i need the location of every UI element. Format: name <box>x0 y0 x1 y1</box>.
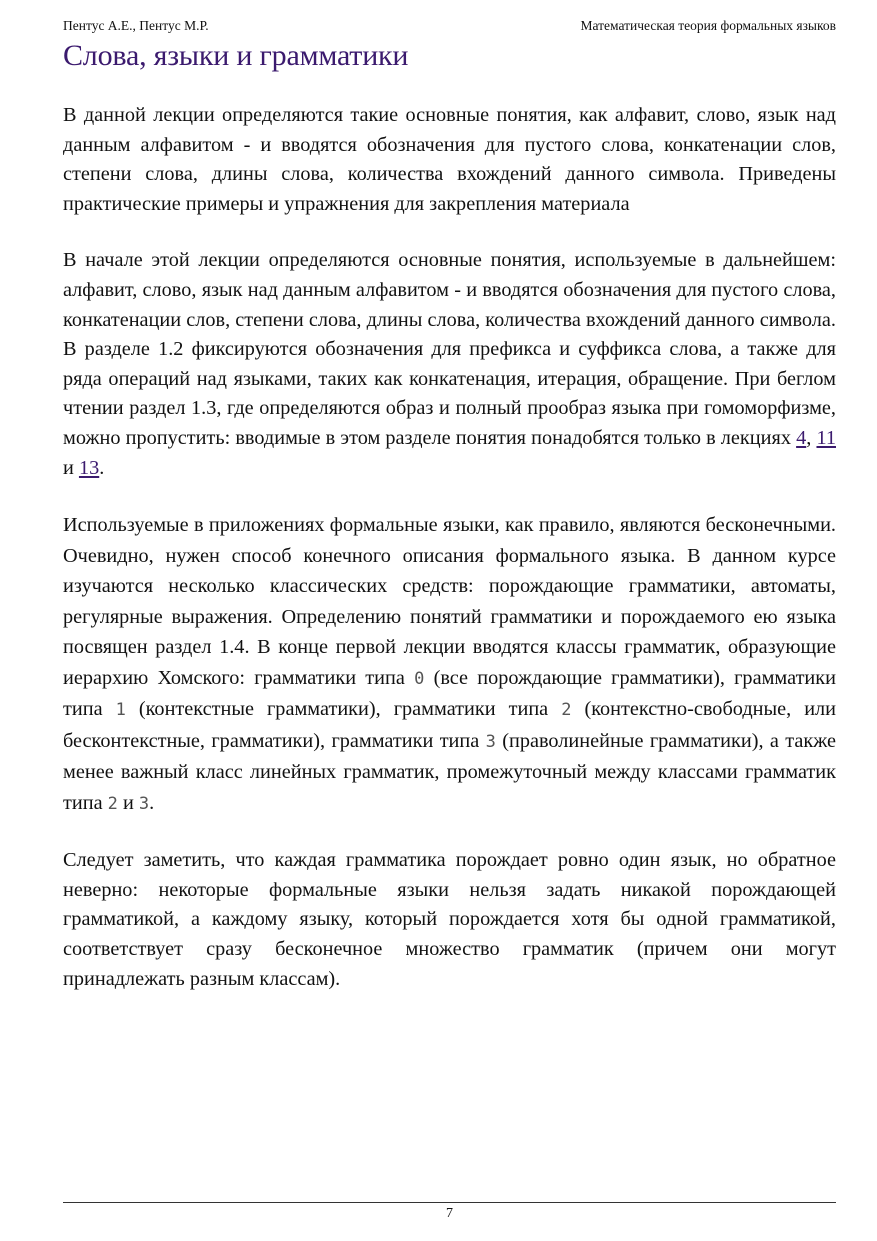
closing-paragraph: Следует заметить, что каждая грамматика порождает ровно один язык, но обратное неверно: некоторые формальные языки нельзя задать никакой порождающей грамматикой, а каждому языку, который порождается хотя бы одной грамматикой, соответствует сразу бесконечное множество грамматик (причем они могут принадлежать разным классам). <box>63 849 836 990</box>
grammars-paragraph <box>63 510 836 819</box>
lecture-link-13[interactable]: 13 <box>78 456 100 479</box>
footer-divider <box>63 1202 836 1203</box>
link-separator: , <box>806 426 812 449</box>
header-course-title: Математическая теория формальных языков <box>580 18 836 33</box>
grammar-type-2-ref: 2 <box>107 793 118 814</box>
lecture-link-4[interactable]: 4 <box>796 426 807 449</box>
lecture-link-11[interactable]: 11 <box>816 426 836 449</box>
grammar-type-0: 0 <box>414 668 425 689</box>
grammars-paragraph-end: . <box>149 791 155 814</box>
grammar-type-3: 3 <box>485 731 496 752</box>
grammars-text-1: Используемые в приложениях формальные языки, как правило, являются бесконечными. Очевидно, нужен способ конечного описания формального языка. В данном курсе изучаются несколько классических средств: порождающие грамматики, автоматы, регулярные выражения. Определению понятий грамматики и порождаемого ею языка посвящен раздел 1.4. В конце первой лекции вводятся классы грамматик, образующие иерархию Хомского: грамматики типа <box>63 514 836 689</box>
lecture-body <box>63 101 836 1014</box>
intro-paragraph-text: В начале этой лекции определяются основные понятия, используемые в дальнейшем: алфавит, слово, язык над данным алфавитом - и вводятся обозначения для пустого слова, конкатенации слов, степени слова, длины слова, количества вхождений данного символа. В разделе 1.2 фиксируются обозначения для префикса и суффикса слова, а также для ряда операций над языками, таких как конкатенация, итерация, обращение. При беглом чтении раздел 1.3, где определяются образ и полный прообраз языка при гомоморфизме, можно пропустить: вводимые в этом разделе понятия понадобятся только в лекциях <box>63 249 836 449</box>
grammar-type-1: 1 <box>115 700 126 721</box>
running-header <box>63 17 836 35</box>
grammar-type-2: 2 <box>561 700 572 721</box>
grammars-text-2: (все порождающие грамматики), грамматики типа <box>63 666 836 721</box>
document-page <box>63 0 836 1241</box>
grammars-conjunction: и <box>122 791 134 814</box>
link-conjunction: и <box>63 456 74 479</box>
intro-paragraph <box>63 246 836 483</box>
grammars-text-5: (праволинейные грамматики), а также менее важный класс линейных грамматик, промежуточный между классами грамматик типа <box>63 729 836 814</box>
header-authors: Пентус А.Е., Пентус М.Р. <box>63 18 209 33</box>
annotation-paragraph: В данной лекции определяются такие основные понятия, как алфавит, слово, язык над данным алфавитом - и вводятся обозначения для пустого слова, конкатенации слов, степени слова, длины слова, количества вхождений данного символа. Приведены практические примеры и упражнения для закрепления материала <box>63 104 836 215</box>
page-number: 7 <box>446 1206 453 1221</box>
intro-paragraph-end: . <box>99 456 105 479</box>
grammars-text-3: (контекстные грамматики), грамматики типа <box>138 698 549 721</box>
lecture-title: Слова, языки и грамматики <box>63 39 409 72</box>
grammar-type-3-ref: 3 <box>138 793 150 814</box>
grammars-text-4: (контекстно-свободные, или бесконтекстные, грамматики), грамматики типа <box>63 698 837 752</box>
